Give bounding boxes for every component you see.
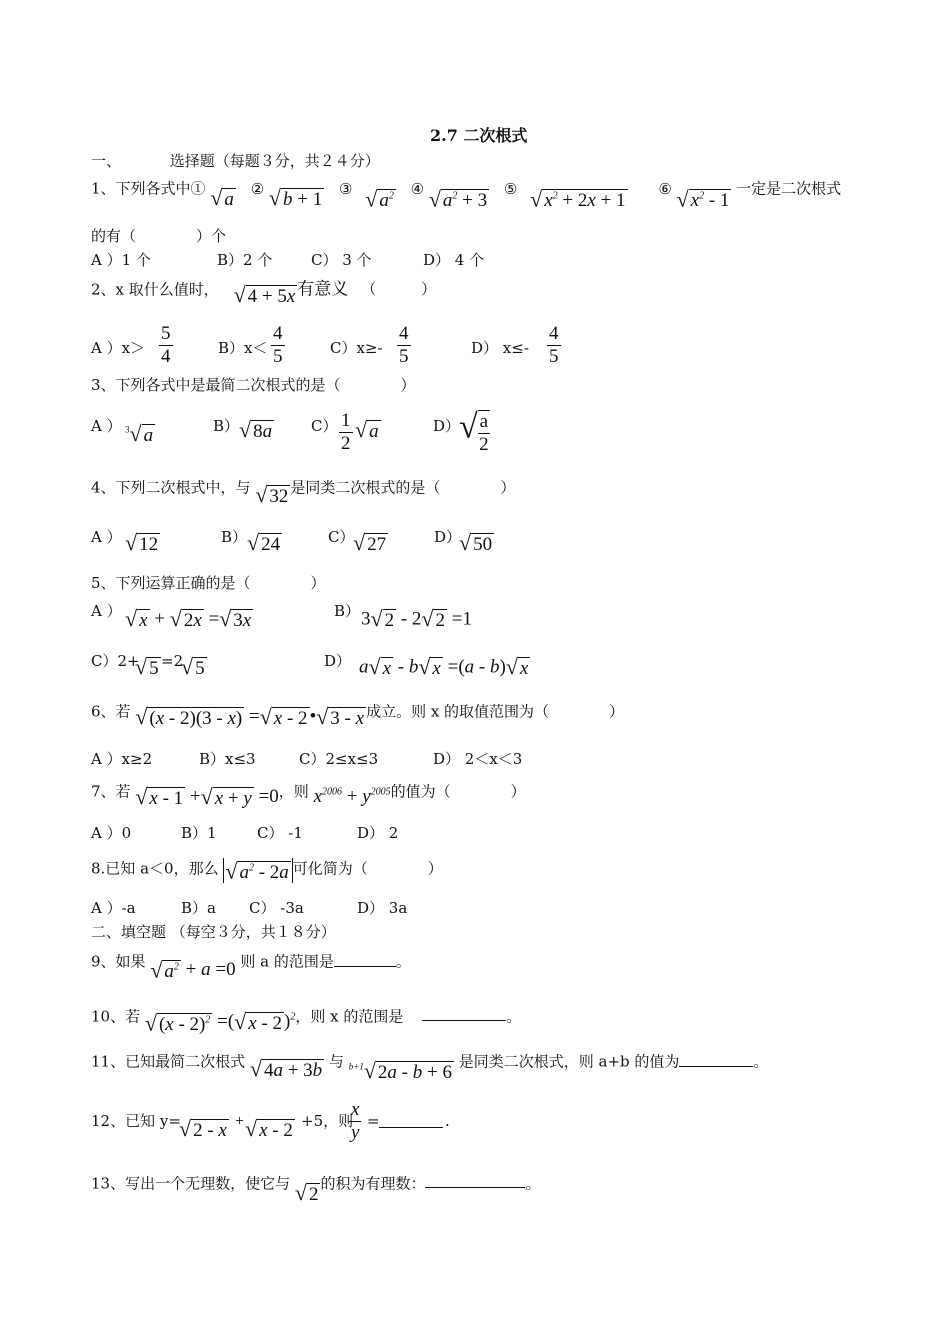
question-5-options-ab: A ） √ x + √ 2x =√ 3x B） 3√ 2 - 2√ 2 =1 <box>91 602 472 631</box>
question-2-options: A ）x＞ 5 4 B）x＜ 4 5 C）x≥- 4 5 D） x≤- 4 5 <box>91 323 559 367</box>
radical-expr: √ $x^2 + 2x + 1$ <box>530 186 626 212</box>
radical-expr: √ x - 2 <box>245 1116 293 1141</box>
question-8: 8.已知 a＜0，那么 √ $a^2 - 2a$ 可化简为（ ） <box>91 858 443 884</box>
radical-expr: √ 4 + 5x <box>233 282 296 307</box>
section-2-heading: 二、填空题 （每空３分，共１８分） <box>91 923 336 941</box>
question-11: 11、已知最简二次根式 √ 4a + 3b 与 $^{b+1}$√ 2a - b + 6 是同类二次根式，则 a+b 的值为 。 <box>91 1052 769 1084</box>
fraction: 1 2 <box>341 410 351 454</box>
radical-expr: √ 2 <box>294 1180 319 1205</box>
radical-equation: √ $a^2 + a =0$ <box>150 957 236 983</box>
answer-blank[interactable] <box>334 952 396 967</box>
question-1: 1、下列各式中① √ a ② √ b + 1 ③ √ $a^2$ ④ √ $a^2 + 3$ ⑤ √ $x^2 + 2x + 1$ ⑥ √ $x^2 - 1$ 一定是二次根式 <box>91 179 842 212</box>
question-9: 9、如果 √ $a^2 + a =0$ 则 a 的范围是 。 <box>91 952 411 983</box>
radical-expr: $^3$√ a <box>125 421 154 447</box>
absolute-value-expr: √ $a^2 - 2a$ <box>223 858 292 883</box>
fraction: 4 5 <box>549 323 559 367</box>
radical-equation: √ (x - 2)(3 - x) =√ x - 2 •√ 3 - x <box>135 704 365 729</box>
radical-expr: √ b + 1 <box>268 185 323 211</box>
question-1-options: A ）1 个 B）2 个 C） 3 个 D） 4 个 <box>91 251 485 269</box>
question-12: 12、已知 y= √ 2 - x + √ x - 2 +5，则 x y = . <box>91 1099 450 1143</box>
question-4: 4、下列二次根式中，与 √ 32 是同类二次根式的是（ ） <box>91 478 516 507</box>
question-6: 6、若 √ (x - 2)(3 - x) =√ x - 2 •√ 3 - x 成立。则 x 的取值范围为（ ） <box>91 702 625 729</box>
page-title: 2.7 二次根式 <box>430 126 528 145</box>
radical-expr: √ 32 <box>255 482 289 507</box>
radical-expr: √ $a^2$ <box>365 186 394 212</box>
radical-expr: √ 8a <box>239 417 273 442</box>
question-3-options: A ） $^3$√ a B） √ 8a C） 1 2 √ a D） √ $\frac{a}{2}$ <box>91 408 489 455</box>
radical-expr: √ $x^2 - 1$ <box>676 186 730 212</box>
power-expr: $x^{2006} + y^{2005}$ <box>313 786 391 808</box>
radical-expr: √ 50 <box>459 530 493 555</box>
question-1-line2: 的有（ ）个 <box>91 227 227 245</box>
answer-blank[interactable] <box>422 1006 506 1021</box>
radical-equation: a√ x - b√ x =(a - b)√ x <box>359 654 529 679</box>
radical-expr: √ 5 <box>135 654 159 679</box>
question-3: 3、下列各式中是最简二次根式的是（ ） <box>91 376 416 394</box>
fraction: x y <box>351 1099 360 1143</box>
radical-expr: √ 2 - x <box>179 1116 227 1141</box>
radical-expr: √ $\frac{a}{2}$ <box>459 408 489 455</box>
answer-blank[interactable] <box>425 1173 525 1188</box>
fraction: 5 4 <box>161 323 171 367</box>
question-10: 10、若 √ (x - 2)$^2$ =(√ x - 2 )$^2$，则 x 的范围是 。 <box>91 1007 522 1036</box>
question-13: 13、写出一个无理数，使它与 √ 2的积为有理数： 。 <box>91 1174 541 1205</box>
question-5: 5、下列运算正确的是（ ） <box>91 574 326 592</box>
radical-expr: √ 5 <box>181 654 205 679</box>
question-6-options: A ）x≥2 B）x≤3 C）2≤x≤3 D） 2＜x＜3 <box>91 750 523 768</box>
radical-expr: √ $a^2 + 3$ <box>428 186 488 212</box>
radical-equation: √ (x - 2)$^2$ =(√ x - 2 )$^2$ <box>144 1008 296 1036</box>
radical-expr: √ 4a + 3b <box>249 1056 323 1082</box>
radical-equation: √ x - 1 +√ x + y =0 <box>135 783 279 809</box>
question-2: 2、x 取什么值时， √ 4 + 5x 有意义 （ ） <box>91 279 437 307</box>
question-4-options: A ） √ 12 B） √ 24 C） √ 27 D） √ 50 <box>91 528 493 555</box>
fraction: 4 5 <box>273 323 283 367</box>
radical-expr: √ a <box>210 185 234 211</box>
radical-expr: √ 27 <box>353 530 387 555</box>
radical-expr: √ 24 <box>247 530 281 555</box>
radical-expr: √ a <box>355 417 379 442</box>
section-1-number: 一、 <box>91 152 122 170</box>
section-1-label: 选择题（每题３分，共２４分） <box>169 152 380 170</box>
question-7-options: A ）0 B）1 C） -1 D） 2 <box>91 824 399 842</box>
question-5-options-cd: C）2+ √ 5 =2 √ 5 D） a√ x - b√ x =(a - b)√ x <box>91 652 529 679</box>
answer-blank[interactable] <box>679 1052 753 1067</box>
answer-blank[interactable] <box>379 1113 443 1128</box>
fraction: 4 5 <box>399 323 409 367</box>
radical-equation: √ x + √ 2x =√ 3x <box>125 606 252 631</box>
section-1-heading <box>91 151 380 171</box>
radical-expr: $^{b+1}$√ 2a - b + 6 <box>348 1058 452 1084</box>
question-7: 7、若 √ x - 1 +√ x + y =0，则 $x^{2006} + y^{2005}$的值为（ ） <box>91 782 526 809</box>
radical-equation: 3√ 2 - 2√ 2 =1 <box>361 606 472 631</box>
radical-expr: √ 12 <box>125 530 159 555</box>
question-8-options: A ）-a B）a C） -3a D） 3a <box>91 899 408 917</box>
